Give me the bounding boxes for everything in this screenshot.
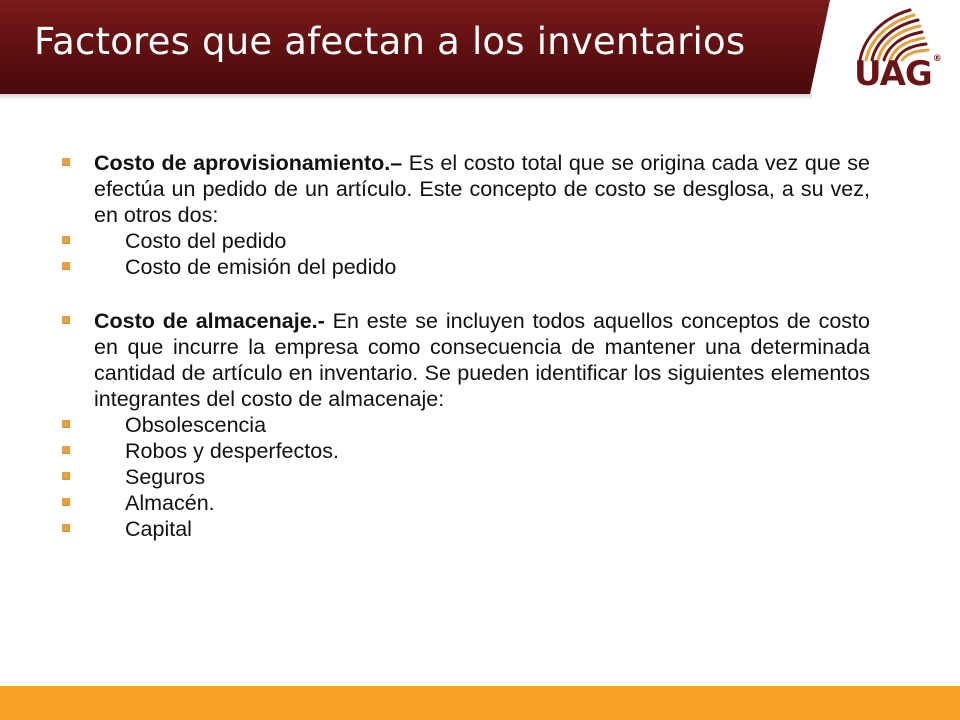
- bullet-icon: [62, 236, 70, 244]
- slide-content: [58, 150, 870, 542]
- paragraph-aprovisionamiento: [58, 150, 870, 228]
- list-item: [58, 490, 870, 516]
- list-item-label: Costo de emisión del pedido: [125, 255, 397, 279]
- list-item-label: Almacén.: [125, 491, 215, 515]
- bullet-icon: [62, 472, 70, 480]
- list-item-label: Seguros: [125, 465, 206, 489]
- paragraph-text: Es el costo total que se origina cada vez que se efectúa un pedido de un artículo. Este concepto de costo se desglosa, a su vez, en otros dos:: [94, 151, 870, 227]
- list-item-label: Robos y desperfectos.: [125, 439, 339, 463]
- paragraph-lead: Costo de almacenaje.-: [94, 309, 325, 333]
- list-item: [58, 254, 870, 280]
- bullet-icon: [62, 262, 70, 270]
- bullet-icon: [62, 316, 70, 324]
- bullet-icon: [62, 524, 70, 532]
- list-item-label: Costo del pedido: [125, 229, 287, 253]
- list-item: [58, 228, 870, 254]
- list-item-label: Capital: [125, 517, 192, 541]
- list-item: [58, 438, 870, 464]
- bullet-icon: [62, 498, 70, 506]
- paragraph-text: En este se incluyen todos aquellos conceptos de costo en que incurre la empresa como consecuencia de mantener una determinada cantidad de artículo en inventario. Se pueden identificar los siguientes elementos integrantes del costo de almacenaje:: [94, 309, 870, 411]
- title-banner-shadow: [0, 94, 812, 100]
- list-item: [58, 464, 870, 490]
- paragraph-lead: Costo de aprovisionamiento.–: [94, 151, 403, 175]
- bullet-icon: [62, 446, 70, 454]
- list-item-label: Obsolescencia: [125, 413, 267, 437]
- paragraph-almacenaje: [58, 308, 870, 412]
- bullet-icon: [62, 158, 70, 166]
- bullet-icon: [62, 420, 70, 428]
- logo-text: UAG: [854, 54, 932, 94]
- registered-mark: ®: [932, 54, 942, 64]
- bottom-band: [0, 686, 960, 720]
- logo-wordmark: [854, 54, 942, 94]
- list-item: [58, 516, 870, 542]
- list-item: [58, 412, 870, 438]
- uag-logo: [840, 4, 952, 98]
- slide-title: Factores que afectan a los inventarios: [34, 20, 746, 63]
